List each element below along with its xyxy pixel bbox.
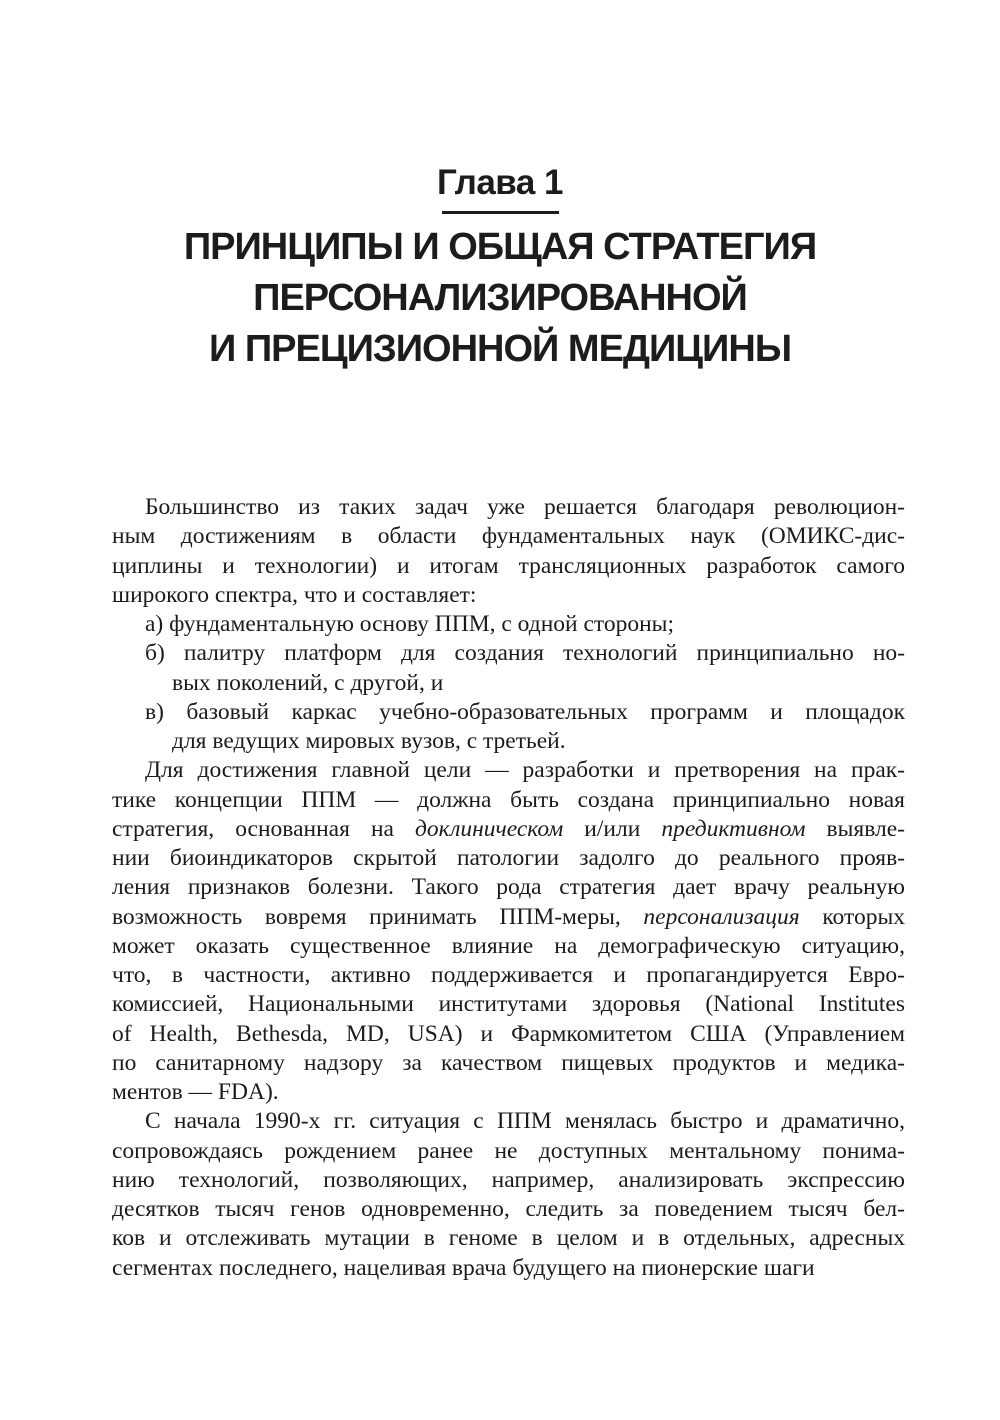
text-segment: б) палитру платформ для создания технологий принципиально но- (145, 640, 905, 667)
chapter-rule (442, 211, 559, 214)
text-segment: стратегия, основанная на (112, 815, 416, 842)
chapter-title (0, 222, 1000, 375)
text-segment: а) фундаментальную основу ППМ, с одной стороны; (145, 611, 675, 637)
text-segment: сегментах последнего, нацеливая врача будущего на пионерские шаги (112, 1254, 815, 1281)
text-line (112, 522, 905, 551)
text-segment: десятков тысяч генов одновременно, следить за поведением тысяч бел- (112, 1196, 905, 1222)
text-segment: в) базовый каркас учебно-образовательных программ и площадок (145, 698, 905, 725)
text-segment: для ведущих мировых вузов, с третьей. (172, 728, 566, 754)
text-segment: ков и отслеживать мутации в геноме в целом и в отдельных, адресных (112, 1225, 905, 1252)
paragraph (112, 1107, 905, 1283)
text-segment: ментов — FDA). (112, 1079, 279, 1105)
chapter-title-line: И ПРЕЦИЗИОННОЙ МЕДИЦИНЫ (208, 328, 792, 370)
paragraph (112, 756, 905, 1107)
text-line (112, 698, 905, 727)
chapter-title-line: ПРИНЦИПЫ И ОБЩАЯ СТРАТЕГИЯ (183, 226, 817, 268)
text-line (112, 1224, 905, 1253)
text-segment: of Health, Bethesda, MD, USA) и Фармкомитетом США (Управлением (112, 1020, 905, 1047)
list-item (112, 698, 905, 757)
text-line (112, 727, 905, 756)
italic-text: предиктивном (661, 815, 806, 842)
text-segment: может оказать существенное влияние на демографическую ситуацию, (112, 932, 905, 959)
text-segment: которых (799, 903, 905, 930)
text-line (112, 610, 905, 639)
text-line (112, 639, 905, 668)
text-segment: Для достижения главной цели — разработки и претворения на прак- (145, 757, 905, 784)
text-line (112, 932, 905, 961)
text-segment: тике концепции ППМ — должна быть создана принципиально новая (112, 786, 905, 813)
text-line (112, 756, 905, 785)
text-segment: выявле- (805, 815, 905, 842)
text-segment: сопровождаясь рождением ранее не доступных ментальному понима- (112, 1137, 905, 1164)
text-segment: циплины и технологии) и итогам трансляционных разработок самого (112, 552, 905, 579)
text-segment: комиссией, Национальными институтами здоровья (National Institutes (112, 991, 905, 1018)
text-line (112, 903, 905, 932)
text-line (112, 1078, 905, 1107)
text-line (112, 786, 905, 815)
text-line (112, 669, 905, 698)
text-segment: по санитарному надзору за качеством пищевых продуктов и медика- (112, 1049, 905, 1076)
text-segment: возможность вовремя принимать ППМ-меры, (112, 903, 644, 930)
text-segment: ным достижениям в области фундаментальных наук (ОМИКС-дис- (112, 523, 905, 550)
text-line (112, 990, 905, 1019)
text-line (112, 1166, 905, 1195)
text-segment: вых поколений, с другой, и (172, 669, 444, 696)
text-line (112, 815, 905, 844)
paragraph (112, 493, 905, 610)
text-segment: и/или (563, 815, 662, 842)
text-segment: Большинство из таких задач уже решается благодаря революцион- (145, 494, 905, 520)
text-segment: нии биоиндикаторов скрытой патологии задолго до реального прояв- (112, 845, 905, 871)
list-item (112, 639, 905, 698)
text-line (112, 1137, 905, 1166)
text-line (112, 581, 905, 610)
text-segment: широкого спектра, что и составляет: (112, 581, 477, 608)
body-text (112, 493, 905, 1283)
italic-text: персонализация (643, 903, 800, 930)
text-segment: С начала 1990-х гг. ситуация с ППМ менялась быстро и драматично, (145, 1108, 905, 1135)
text-line (112, 1049, 905, 1078)
text-segment: ления признаков болезни. Такого рода стратегия дает врачу реальную (112, 874, 905, 901)
chapter-title-line: ПЕРСОНАЛИЗИРОВАННОЙ (253, 277, 747, 319)
text-line (112, 1020, 905, 1049)
text-segment: нию технологий, позволяющих, например, анализировать экспрессию (112, 1166, 905, 1193)
text-line (112, 873, 905, 902)
text-segment: что, в частности, активно поддерживается и пропагандируется Евро- (112, 962, 905, 988)
text-line (112, 844, 905, 873)
italic-text: доклиническом (415, 815, 564, 842)
chapter-label: Глава 1 (436, 163, 563, 202)
text-line (112, 1107, 905, 1136)
list-item (112, 610, 905, 639)
text-line (112, 1254, 905, 1283)
text-line (112, 961, 905, 990)
text-line (112, 493, 905, 522)
text-line (112, 1195, 905, 1224)
text-line (112, 552, 905, 581)
